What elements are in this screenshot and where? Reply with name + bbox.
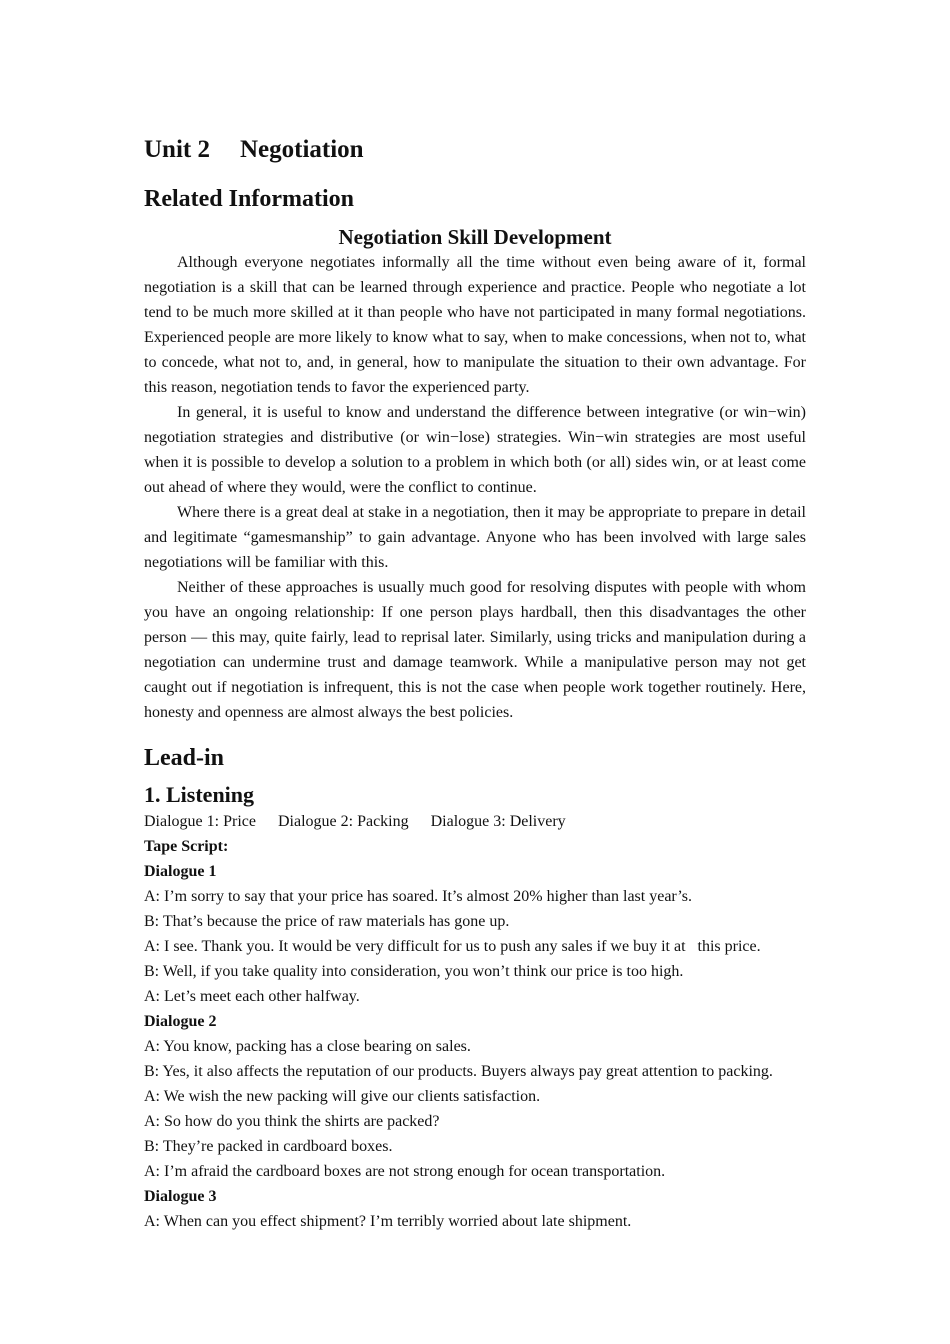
listening-heading: 1. Listening bbox=[144, 782, 255, 807]
dialogue-line: A: I’m afraid the cardboard boxes are not strong enough for ocean transportation. bbox=[144, 1163, 666, 1180]
dialogue-line: A: Let’s meet each other halfway. bbox=[144, 988, 360, 1005]
dialogue-line: B: Well, if you take quality into consideration, you won’t think our price is too high. bbox=[144, 963, 684, 980]
dialogue-topic-1: Dialogue 1: Price bbox=[144, 813, 256, 830]
article-title: Negotiation Skill Development bbox=[338, 225, 612, 249]
document-page bbox=[144, 128, 806, 1234]
dialogue-topic-2: Dialogue 2: Packing bbox=[277, 813, 409, 830]
dialogue-line: B: Yes, it also affects the reputation of our products. Buyers always pay great attention to packing. bbox=[144, 1063, 773, 1080]
unit-heading bbox=[144, 134, 806, 166]
article-paragraph: In general, it is useful to know and understand the difference between integrative (or win−win) negotiation strategies and distributive (or win−lose) strategies. Win−win strategies are most useful when it is possible to develop a solution to a problem in which both (or all) sides win, or at least come out ahead of where they would, were the conflict to continue. bbox=[144, 404, 806, 496]
dialogue-line: A: We wish the new packing will give our clients satisfaction. bbox=[144, 1088, 541, 1105]
dialogue-line: A: I’m sorry to say that your price has soared. It’s almost 20% higher than last year’s. bbox=[144, 888, 693, 905]
tape-script-label: Tape Script: bbox=[144, 838, 229, 855]
dialogue-label: Dialogue 3 bbox=[144, 1188, 217, 1205]
dialogue-topics bbox=[144, 809, 806, 834]
related-information-heading: Related Information bbox=[144, 186, 354, 212]
unit-title: Negotiation bbox=[239, 136, 364, 163]
dialogue-label: Dialogue 2 bbox=[144, 1013, 217, 1030]
unit-number: Unit 2 bbox=[144, 136, 210, 163]
dialogue-line: A: I see. Thank you. It would be very difficult for us to push any sales if we buy it at this price. bbox=[144, 938, 761, 955]
dialogue-line: A: You know, packing has a close bearing on sales. bbox=[144, 1038, 471, 1055]
article-paragraph: Neither of these approaches is usually much good for resolving disputes with people with whom you have an ongoing relationship: If one person plays hardball, then this disadvantages the other person — this may, quite fairly, lead to reprisal later. Similarly, using tricks and manipulation during a negotiation can undermine trust and damage teamwork. While a manipulative person may not get caught out if negotiation is infrequent, this is not the case when people work together routinely. Here, honesty and openness are almost always the best policies. bbox=[144, 579, 806, 721]
dialogue-line: A: When can you effect shipment? I’m terribly worried about late shipment. bbox=[144, 1213, 632, 1230]
article-paragraph: Although everyone negotiates informally all the time without even being aware of it, formal negotiation is a skill that can be learned through experience and practice. People who negotiate a lot tend to be much more skilled at it than people who have not participated in many formal negotiations. Experienced people are more likely to know what to say, when to make concessions, when not to, what to concede, what not to, and, in general, how to manipulate the situation to their own advantage. For this reason, negotiation tends to favor the experienced party. bbox=[144, 254, 806, 396]
dialogue-label: Dialogue 1 bbox=[144, 863, 217, 880]
lead-in-heading: Lead-in bbox=[144, 745, 225, 771]
dialogue-topic-3: Dialogue 3: Delivery bbox=[430, 813, 566, 830]
dialogue-line: B: That’s because the price of raw materials has gone up. bbox=[144, 913, 510, 930]
dialogue-line: B: They’re packed in cardboard boxes. bbox=[144, 1138, 393, 1155]
dialogue-line: A: So how do you think the shirts are packed? bbox=[144, 1113, 440, 1130]
article-paragraph: Where there is a great deal at stake in a negotiation, then it may be appropriate to prepare in detail and legitimate “gamesmanship” to gain advantage. Anyone who has been involved with large sales negotiations will be familiar with this. bbox=[144, 504, 806, 571]
